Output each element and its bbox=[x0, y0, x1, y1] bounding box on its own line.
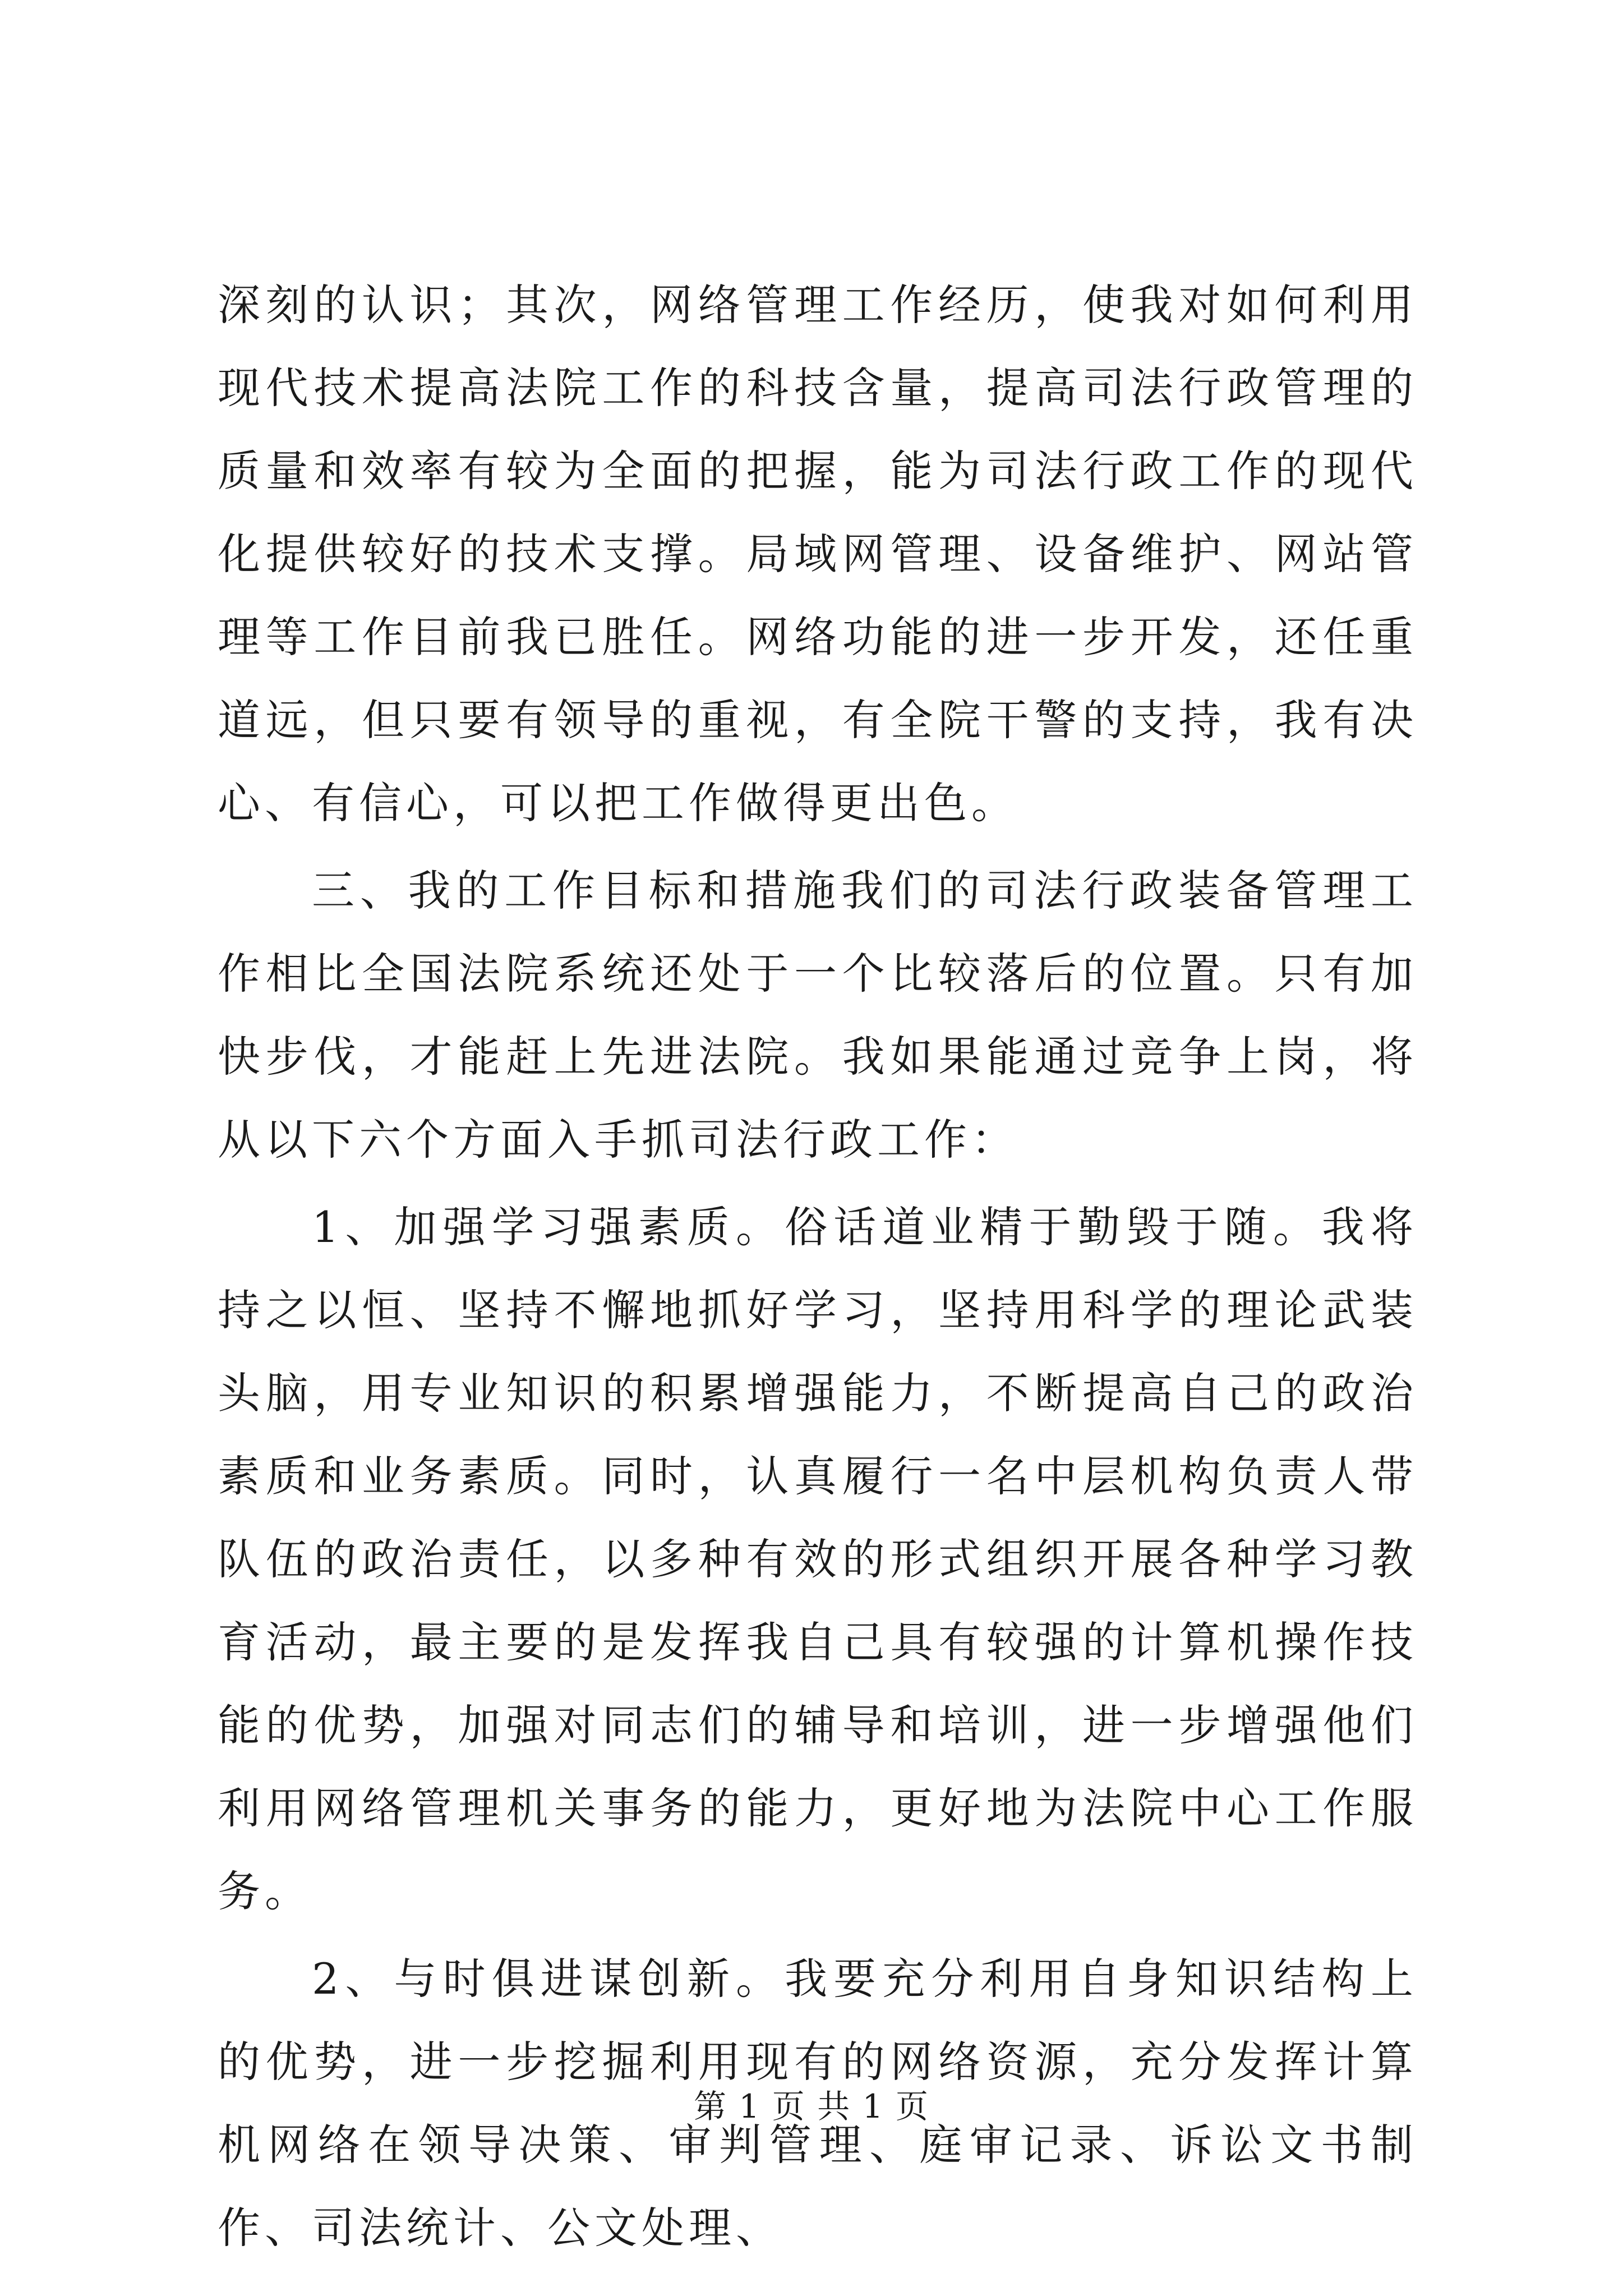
paragraph-section-three: 三、我的工作目标和措施我们的司法行政装备管理工作相比全国法院系统还处于一个比较落后的位置。只有加快步伐，才能赶上先进法院。我如果能通过竞争上岗，将从以下六个方面入手抓司法行政工作： bbox=[218, 866, 1418, 1165]
document-body bbox=[218, 264, 1418, 2270]
paragraph-item-two: 2、与时俱进谋创新。我要充分利用自身知识结构上的优势，进一步挖掘利用现有的网络资源，充分发挥计算机网络在领导决策、审判管理、庭审记录、诉讼文书制作、司法统计、公文处理、 bbox=[218, 1954, 1418, 2253]
paragraph-continuation: 深刻的认识；其次，网络管理工作经历，使我对如何利用现代技术提高法院工作的科技含量，提高司法行政管理的质量和效率有较为全面的把握，能为司法行政工作的现代化提供较好的技术支撑。局域网管理、设备维护、网站管理等工作目前我已胜任。网络功能的进一步开发，还任重道远，但只要有领导的重视，有全院干警的支持，我有决心、有信心，可以把工作做得更出色。 bbox=[218, 280, 1418, 828]
page-footer: 第 1 页 共 1 页 bbox=[694, 2087, 929, 2125]
paragraph-item-one: 1、加强学习强素质。俗话道业精于勤毁于随。我将持之以恒、坚持不懈地抓好学习，坚持用科学的理论武装头脑，用专业知识的积累增强能力，不断提高自己的政治素质和业务素质。同时，认真履行一名中层机构负责人带队伍的政治责任，以多种有效的形式组织开展各种学习教育活动，最主要的是发挥我自己具有较强的计算机操作技能的优势，加强对同志们的辅导和培训，进一步增强他们利用网络管理机关事务的能力，更好地为法院中心工作服务。 bbox=[218, 1202, 1418, 1916]
